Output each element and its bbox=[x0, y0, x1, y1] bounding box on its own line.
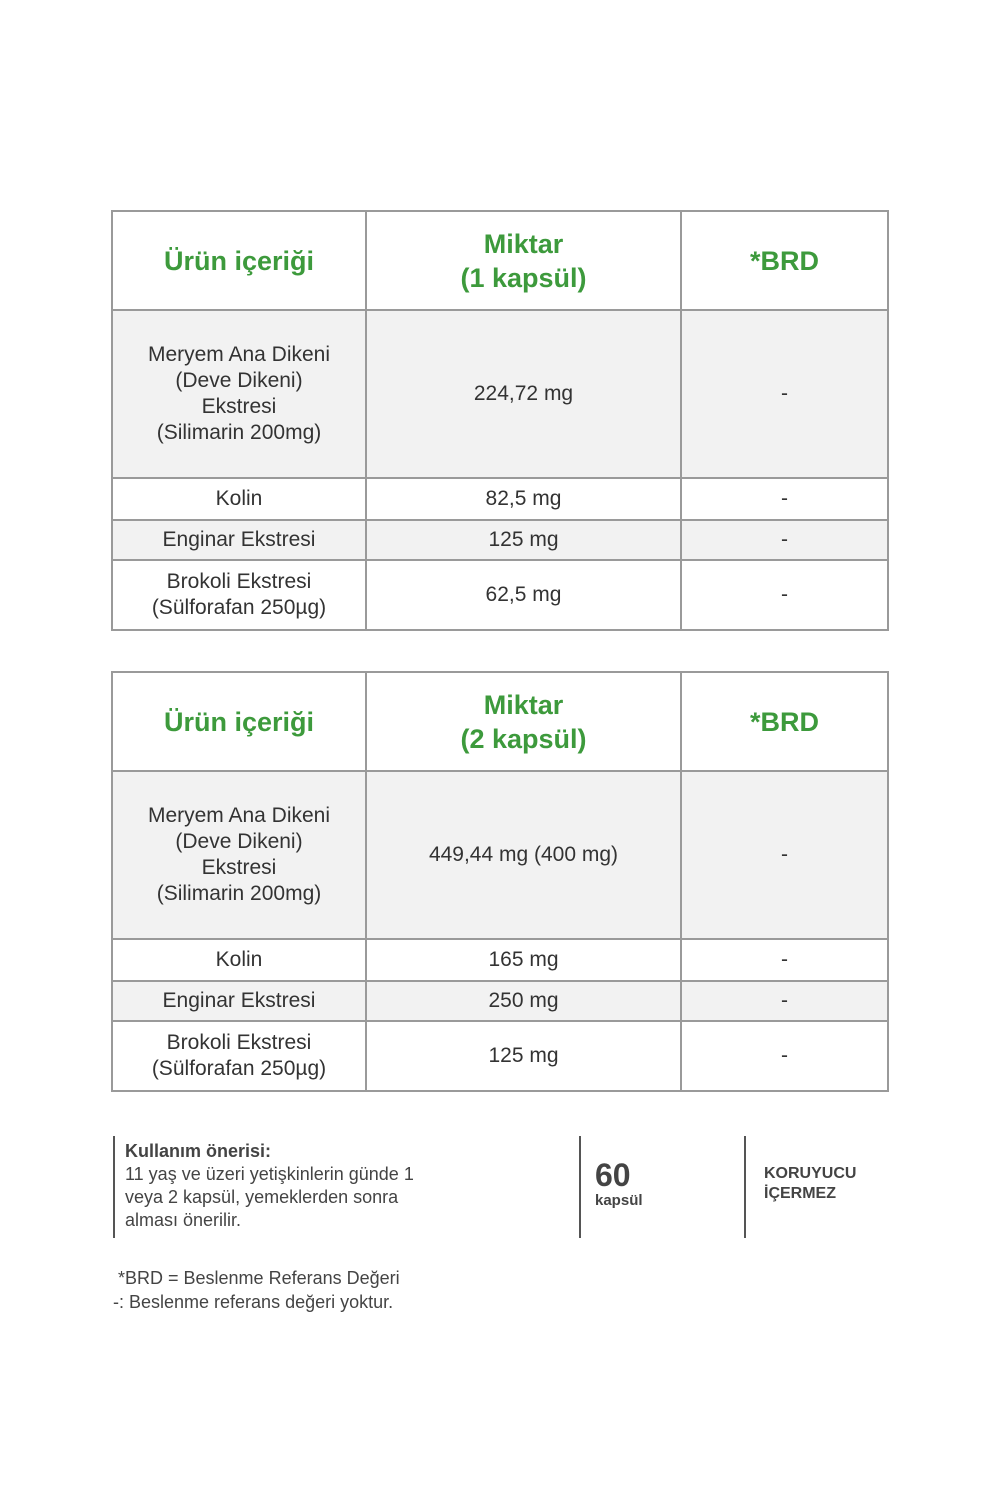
brd-cell: - bbox=[681, 981, 888, 1021]
header-ingredient: Ürün içeriği bbox=[112, 211, 366, 310]
header-amount: Miktar (1 kapsül) bbox=[366, 211, 681, 310]
brd-cell: - bbox=[681, 1021, 888, 1091]
ingredient-cell: Kolin bbox=[112, 939, 366, 981]
table-row bbox=[112, 981, 888, 1021]
brd-cell: - bbox=[681, 310, 888, 478]
ingredient-cell: Meryem Ana Dikeni (Deve Dikeni) Ekstresi (Silimarin 200mg) bbox=[112, 310, 366, 478]
header-brd: *BRD bbox=[681, 211, 888, 310]
table-row bbox=[112, 1021, 888, 1091]
nutrition-table-1-capsule bbox=[111, 210, 889, 631]
brd-cell: - bbox=[681, 520, 888, 560]
ingredient-cell: Enginar Ekstresi bbox=[112, 981, 366, 1021]
capsule-count: 60 bbox=[595, 1157, 631, 1193]
table-row bbox=[112, 771, 888, 939]
footnote-brd: *BRD = Beslenme Referans Değeri bbox=[113, 1268, 400, 1288]
preservative-free-label: KORUYUCU İÇERMEZ bbox=[764, 1165, 857, 1202]
amount-cell: 82,5 mg bbox=[366, 478, 681, 520]
table-header-row bbox=[112, 672, 888, 771]
usage-recommendation bbox=[113, 1136, 503, 1238]
table-header-row bbox=[112, 211, 888, 310]
table-row bbox=[112, 478, 888, 520]
brd-cell: - bbox=[681, 939, 888, 981]
capsule-count-block bbox=[579, 1136, 719, 1238]
amount-cell: 250 mg bbox=[366, 981, 681, 1021]
usage-title: Kullanım önerisi: bbox=[125, 1141, 272, 1161]
preservative-free-block bbox=[744, 1136, 914, 1238]
ingredient-cell: Enginar Ekstresi bbox=[112, 520, 366, 560]
ingredient-cell: Meryem Ana Dikeni (Deve Dikeni) Ekstresi (Silimarin 200mg) bbox=[112, 771, 366, 939]
footnote-dash: -: Beslenme referans değeri yoktur. bbox=[113, 1292, 394, 1312]
amount-cell: 125 mg bbox=[366, 520, 681, 560]
amount-cell: 224,72 mg bbox=[366, 310, 681, 478]
brd-cell: - bbox=[681, 560, 888, 630]
table-row bbox=[112, 939, 888, 981]
amount-cell: 62,5 mg bbox=[366, 560, 681, 630]
ingredient-cell: Brokoli Ekstresi (Sülforafan 250µg) bbox=[112, 1021, 366, 1091]
header-brd: *BRD bbox=[681, 672, 888, 771]
table-row bbox=[112, 310, 888, 478]
footnotes bbox=[113, 1266, 400, 1314]
header-amount: Miktar (2 kapsül) bbox=[366, 672, 681, 771]
usage-text: 11 yaş ve üzeri yetişkinlerin günde 1 veya 2 kapsül, yemeklerden sonra alması önerilir. bbox=[125, 1164, 414, 1230]
amount-cell: 165 mg bbox=[366, 939, 681, 981]
capsule-unit: kapsül bbox=[595, 1192, 643, 1209]
brd-cell: - bbox=[681, 771, 888, 939]
ingredient-cell: Kolin bbox=[112, 478, 366, 520]
brd-cell: - bbox=[681, 478, 888, 520]
amount-cell: 449,44 mg (400 mg) bbox=[366, 771, 681, 939]
amount-cell: 125 mg bbox=[366, 1021, 681, 1091]
ingredient-cell: Brokoli Ekstresi (Sülforafan 250µg) bbox=[112, 560, 366, 630]
table-row bbox=[112, 560, 888, 630]
table-row bbox=[112, 520, 888, 560]
nutrition-table-2-capsules bbox=[111, 671, 889, 1092]
header-ingredient: Ürün içeriği bbox=[112, 672, 366, 771]
